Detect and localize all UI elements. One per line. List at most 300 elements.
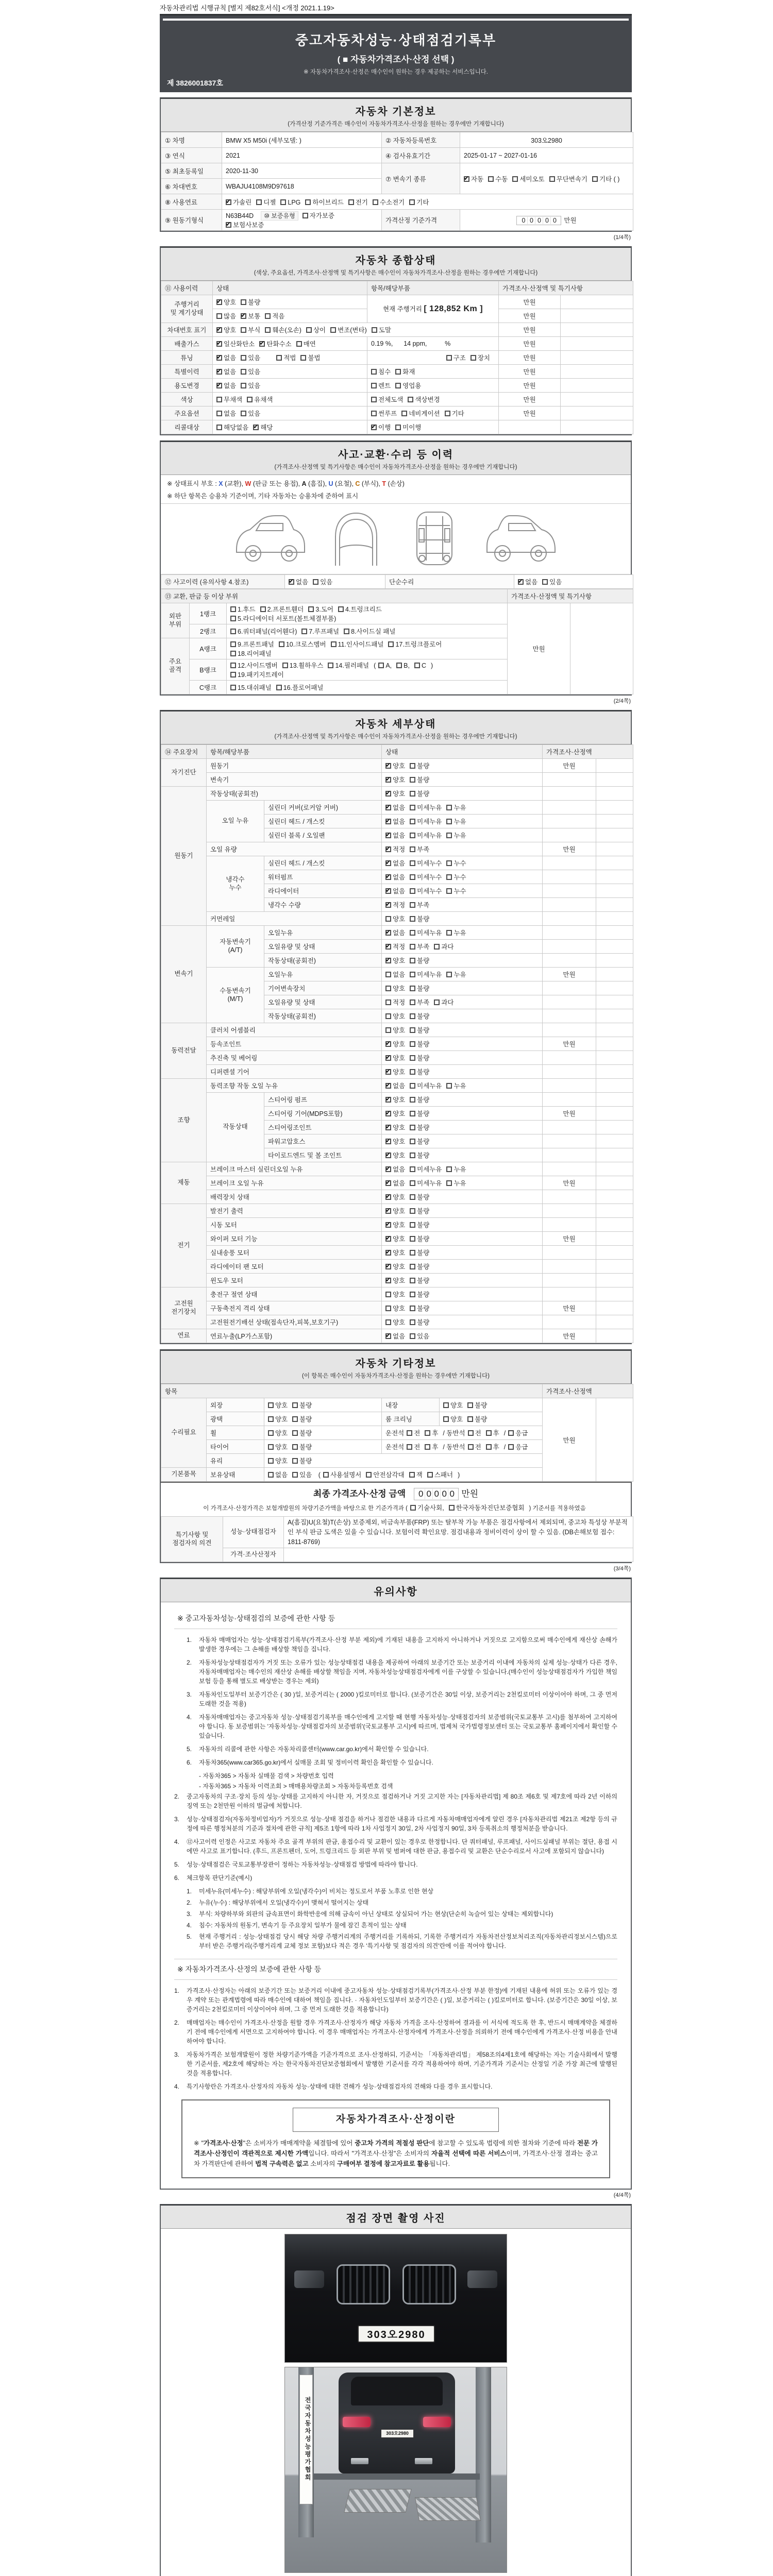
check-option [265,311,284,320]
check-option [385,914,405,923]
option-label: 불량 [417,762,430,770]
option-label: 자동 [471,175,484,183]
notice-item-text: 미세누유(미세누수) : 해당부위에 오일(냉각수)이 비치는 정도로서 부품 노후로 인한 현상 [199,1888,434,1895]
table-cell [596,1093,633,1107]
table-cell [264,1398,382,1412]
status-code: A (흠집) [301,480,325,487]
table-cell [213,393,367,406]
check-option [410,984,429,993]
notice-item-text: 부식: 차량하부와 외판의 금속표면이 화학반응에 의해 금속이 아닌 상태로 상실되어 가는 현상(단순히 녹슬어 있는 상태는 제외합니다) [199,1910,553,1918]
option-label: 응급 [515,1430,528,1437]
option-label: 미세누유 [417,929,442,937]
notice-item [187,1658,617,1686]
table-cell [367,379,499,393]
check-option [446,872,466,882]
check-option [508,1428,528,1437]
table-row [161,194,633,210]
inspector-opinion-table [161,1516,633,1562]
check-option [308,604,333,614]
check-option [549,174,587,183]
check-option [443,1400,463,1410]
bold-text: W [245,480,251,487]
option-label: 누유 [453,832,466,839]
final-price-basis [166,1503,626,1512]
checkbox-checked-icon [216,355,222,361]
option-label: 도말 [378,327,391,334]
checkbox-unchecked-icon [410,833,415,838]
table-cell [596,1301,633,1315]
basic-info-table [161,132,633,231]
check-option [385,1276,405,1285]
option-label: 무채색 [224,396,243,403]
table-cell [543,801,596,815]
option-label: 없음 [224,368,237,376]
check-option [241,367,260,376]
option-label: 양호 [393,1110,406,1117]
checkbox-unchecked-icon [410,1069,415,1075]
table-cell [543,773,596,787]
option-label: 불량 [417,1208,430,1215]
check-option [425,1428,438,1437]
option-label: 양호 [393,1055,406,1062]
table-cell: ⑪ 사용이력 [161,281,213,295]
table-cell: 연료 [161,1329,207,1343]
check-option [410,970,442,979]
table-row [161,1274,633,1287]
emission-values: 0.19 %, 14 ppm, % [371,340,451,347]
table-cell [596,1204,633,1218]
table-cell: 와이퍼 모터 기능 [207,1232,382,1246]
option-label: 잭 [416,1471,423,1479]
table-cell [213,379,367,393]
option-label: 누유 [453,1166,466,1173]
checkbox-unchecked-icon [410,888,415,894]
notice-item-text: 가격조사·산정자는 아래의 보증기간 또는 보증거리 이내에 중고자동차 성능·상태점검기록부(가격조사·산정 부분 한정)에 기재된 내용에 허위 또는 오류가 있는 경우 계약 또는 관계법령에 따라 매수인에 대하여 책임을 집니다. · 자동차인도일부터 보증기간은 ( )일, 보증거리는 ( )킬로미터로 합니다. (보증기간은 30일 이상, 보증거리는 2천킬로미터 이상이어야 하며, 그 중 먼저 도래한 것을 적용합니다) [187,1987,617,2013]
option-label: 누유 [453,804,466,811]
option-label: 18.리어패널 [238,650,272,657]
checkbox-unchecked-icon [230,629,236,634]
table-cell [285,575,385,589]
option-label: 불량 [417,1277,430,1284]
option-label: 침수 [378,368,391,376]
checkbox-checked-icon [385,1222,391,1228]
table-row [161,1301,633,1315]
table-cell [382,1176,543,1190]
checkbox-unchecked-icon [410,1208,415,1214]
notice-item [187,1744,617,1754]
checkbox-unchecked-icon [216,425,222,430]
table-cell: 작동상태(공회전) [207,787,382,801]
checkbox-unchecked-icon [385,972,391,977]
checkbox-unchecked-icon [268,1444,274,1450]
notice-item [174,2018,617,2046]
option-label: 사용설명서 [330,1471,362,1479]
option-label: 누수 [453,888,466,895]
accident-band [161,442,631,475]
checkbox-unchecked-icon [410,1278,415,1283]
inspector-opinion-wrap [161,1516,631,1562]
check-option [468,1442,481,1451]
table-cell: 고전원전기배선 상태(접속단자,피복,보호기구) [207,1315,382,1329]
check-option [303,211,334,220]
check-option [410,1067,429,1076]
license-plate: 303오2980 [358,2325,435,2343]
option-label: 불량 [475,1402,488,1409]
option-text: / [503,1444,506,1451]
option-label: 불량 [417,1291,430,1298]
table-cell [382,1440,543,1454]
check-option [305,197,343,207]
check-option [446,1081,466,1090]
bold-text: T [382,480,386,487]
association-banner: 전국자동차성능평가협회 [299,2375,313,2504]
table-cell [382,1218,543,1232]
check-option [276,683,324,692]
table-row [161,1065,633,1079]
option-label: 있음 [248,382,261,389]
checkbox-unchecked-icon [216,313,222,319]
table-cell [382,1190,543,1204]
notice-item-number: 3. [174,1816,180,1823]
table-cell: 등속조인트 [207,1037,382,1051]
checkbox-unchecked-icon [268,1458,274,1464]
option-text: 운전석 [385,1444,405,1451]
table-cell: 타이어 [207,1440,264,1454]
option-label: 자가보증 [309,212,334,219]
table-row [161,1517,633,1548]
check-option [371,395,403,404]
table-cell [596,1274,633,1287]
notice-subline: - 자동차365 > 자동차 실매물 검색 > 차량번호 입력 [199,1772,334,1780]
text-span: 0 0 0 0 0 만원 [414,1489,478,1499]
table-cell [382,968,543,981]
option-label: 16.플로어패널 [283,684,324,691]
table-cell [561,420,633,434]
option-label: 없음 [393,860,406,867]
option-label: 1.후드 [238,606,256,613]
table-row [161,968,633,981]
check-option [385,1290,405,1299]
check-option [385,886,405,895]
table-cell [596,1121,633,1134]
notice-item-number: 3. [187,1691,192,1699]
checkbox-checked-icon [216,369,222,375]
panel-repair-table [161,589,633,694]
checkbox-checked-icon [385,860,391,866]
option-label: 적정 [393,902,406,909]
option-label: 미세누유 [417,1180,442,1187]
option-text: 이 가격조사·산정가격은 보험개발원의 차량기준가액을 바탕으로 한 기준가격과 ( [203,1505,408,1512]
option-label: 응급 [515,1444,528,1451]
table-cell [543,856,596,870]
table-row [161,148,633,163]
table-row [161,575,633,589]
checkbox-unchecked-icon [410,1125,415,1130]
table-row [161,801,633,815]
check-option [230,626,297,636]
option-label: 양호 [393,1249,406,1257]
svg-path [256,523,283,531]
check-option [446,970,466,979]
table-cell: 가격산정 기준가격 [382,210,460,231]
option-label: 불량 [417,1096,430,1104]
table-cell: 용도변경 [161,379,213,393]
svg-path [237,516,305,552]
checkbox-unchecked-icon [434,999,440,1005]
check-option [409,197,429,207]
option-label: 불량 [417,790,430,798]
check-option [331,639,384,649]
table-cell [596,856,633,870]
table-cell [367,351,499,365]
report-service-note: ※ 자동차가격조사·산정은 매수인이 원하는 경우 제공하는 서비스입니다. [304,69,488,75]
checkbox-unchecked-icon [410,819,415,824]
table-row [161,603,633,624]
car-diagram-underbody [404,508,465,569]
check-option [407,1428,420,1437]
notice-item-number: 3. [174,2051,180,2059]
table-cell: ⑧ 사용연료 [161,194,222,210]
checkbox-unchecked-icon [410,1333,415,1339]
check-option [410,1503,444,1512]
option-label: 장치 [477,354,490,362]
text-span: 0 [543,217,550,224]
table-cell: 원동기 [161,787,207,926]
table-cell [561,365,633,379]
checkbox-checked-icon [241,313,246,319]
option-label: 미이행 [402,424,422,431]
table-row [161,1232,633,1246]
check-option [410,1178,442,1188]
option-label: 가솔린 [233,198,252,206]
option-label: 없음 [393,888,406,895]
table-row [161,1204,633,1218]
table-row [161,323,633,337]
table-cell [382,1037,543,1051]
table-cell [596,1329,633,1343]
checkbox-unchecked-icon [488,176,494,182]
table-cell: 수리필요 [161,1398,207,1468]
check-option [434,997,453,1007]
checkbox-unchecked-icon [410,1264,415,1269]
table-cell [561,379,633,393]
checkbox-unchecked-icon [414,663,420,668]
notice-item-number: 4. [174,1838,180,1846]
table-row [161,773,633,787]
option-label: 양호 [393,1138,406,1145]
option-label: 누수 [453,874,466,881]
notice-item-text: 성능·상태점검자(자동차정비업자)가 거짓으로 성능·상태 점검을 하거나 점검한 내용과 다르게 자동차매매업자에게 알린 경우 [자동차관리법 제21조 제2항 등의 규정에 따른 행정처분의 기준과 절차에 관한 규칙] 제5조 1항에 따라 1차 사업정지 30일, 2차 사업정지 90일, 3차 등록취소의 행정처분을 받습니다. [187,1816,617,1833]
notice-subline: - 자동차365 > 자동차 이력조회 > 매매용차량조회 > 자동차등록번호 검색 [199,1783,393,1790]
section-inspection-photos [160,2204,632,2576]
table-cell: 만원 [543,759,596,773]
checkbox-unchecked-icon [446,1166,452,1172]
section-notice [160,1578,632,2190]
notice-item [187,1898,617,1907]
check-option [410,900,429,909]
option-label: 적정 [393,846,406,853]
notice-item-text: 매매업자는 매수인이 가격조사·산정을 원할 경우 가격조사·산정자가 해당 자동차 가격을 조사·산정하여 결과를 이 서식에 적도록 한 후, 반드시 매매계약을 체결하기 전에 매수인에게 서면으로 고지하여야 합니다. 이 경우 매매업자는 가격조사·산정자에게 가격조사·산정을 의뢰하기 전에 매수인에게 가격조사·산정 비용을 안내하여야 합니다. [187,2019,617,2045]
option-label: 19.패키지트레이 [238,671,284,679]
option-label: 없음 [224,410,237,417]
check-option [446,353,466,362]
option-label: 화재 [402,368,415,376]
table-row [161,856,633,870]
check-option [385,984,405,993]
table-cell: 색상 [161,393,213,406]
checkbox-unchecked-icon [410,916,415,922]
option-label: 영업용 [402,382,422,389]
table-row [161,1246,633,1260]
section-etc-info [160,1349,632,1563]
table-cell [596,995,633,1009]
table-cell: 303오2980 [460,132,633,148]
table-cell [382,898,543,912]
notice-item [187,1758,617,1767]
option-label: 양호 [393,1222,406,1229]
option-label: 유채색 [254,396,273,403]
table-cell [561,351,633,365]
table-cell: A랭크 [190,638,227,659]
notice-item-number: 5. [187,1933,192,1941]
checkbox-unchecked-icon [279,641,284,647]
accident-history-table [161,574,633,589]
basic-info-title: 자동차 기본정보 [355,106,436,117]
svg-circle [444,555,450,562]
option-label: 양호 [393,1027,406,1034]
checkbox-unchecked-icon [323,1472,329,1478]
price-info-box [181,2099,610,2178]
check-option [385,1067,405,1076]
table-cell [596,884,633,898]
table-cell: 튜닝 [161,351,213,365]
table-cell [596,1315,633,1329]
bold-text: 자율적 선택에 따른 서비스 [431,2149,507,2157]
checkbox-unchecked-icon [296,341,302,347]
check-option [446,831,466,840]
check-option [508,1442,528,1451]
table-cell: ④ 검사유효기간 [382,148,460,163]
check-option [410,1317,429,1327]
table-row [161,337,633,351]
option-label: 불량 [417,1263,430,1270]
table-cell: 항목/해당부품 [207,745,382,759]
check-option [279,639,326,649]
table-cell: 충전구 절연 상태 [207,1287,382,1301]
table-cell: ② 자동차등록번호 [382,132,460,148]
check-option [216,409,236,418]
table-cell [596,815,633,828]
check-option [371,409,397,418]
check-option [260,604,304,614]
checkbox-unchecked-icon [260,606,266,612]
notice-item-text: ⑫사고이력 인정은 사고로 자동차 주요 골격 부위의 판금, 용접수리 및 교환이 있는 경우로 한정합니다. 단 쿼터패널, 루프패널, 사이드실패널 부위는 절단, 용접 시에만 사고로 표기합니다. (후드, 프론트펜더, 도어, 트렁크리드 등 외판 부위 및 범퍼에 대한 판금, 용접수리 및 교환은 단순수리로서 사고에 포함되지 않습니다) [187,1838,617,1855]
table-cell [440,1398,543,1412]
passenger-car-note: ※ 하단 항목은 승용차 기준이며, 기타 자동차는 승용차에 준하여 표시 [167,493,359,500]
bold-text: 가격조사·산정 [204,2139,243,2147]
option-label: 후 [432,1430,439,1437]
accident-subtitle: (가격조사·산정액 및 특기사항은 매수인이 자동차가격조사·산정을 원하는 경우에만 기재합니다) [274,464,517,470]
table-cell [382,801,543,815]
notice-item [187,1713,617,1740]
option-label: 17.트렁크플로어 [395,641,442,648]
check-option [385,956,405,965]
option-label: 불량 [299,1416,312,1423]
check-option [385,1109,405,1118]
inspection-photo-front [284,2234,507,2363]
notice-item-text: 현재 주행거리 : 성능·상태점검 당시 해당 차량 주행거리계의 주행거리를 기록하되, 기록한 주행거리가 자동차전산정보처리조직(자동차관리정보시스템)으로부터 받은 주행거리(주행거리계 교체 정보 포함)보다 적은 경우 '특기사항 및 점검자의 의견'란에 이를 적어야 합니다. [199,1933,617,1950]
table-cell [543,870,596,884]
checkbox-unchecked-icon [385,1013,391,1019]
checkbox-unchecked-icon [425,1444,430,1450]
notice-item [187,1887,617,1896]
check-option [410,1262,429,1271]
checkbox-unchecked-icon [280,199,286,205]
checkbox-unchecked-icon [241,383,246,388]
table-cell [543,815,596,828]
table-row [161,1176,633,1190]
checkbox-checked-icon [385,1166,391,1172]
table-cell: 1랭크 [190,603,227,624]
check-option [409,1470,423,1479]
table-cell [382,1274,543,1287]
table-cell [382,787,543,801]
checkbox-unchecked-icon [410,1041,415,1047]
text-span: 0 [550,217,558,224]
option-label: 불량 [417,1069,430,1076]
notice-item [187,1635,617,1654]
page-marker-3: (3/4쪽) [613,1566,631,1572]
option-label: 8.사이드실 패널 [351,628,396,635]
check-option [216,381,236,390]
headlight-left [294,2270,324,2288]
checkbox-checked-icon [216,341,222,347]
table-cell: 만원 [499,393,561,406]
checkbox-unchecked-icon [407,1430,412,1436]
check-option [468,1428,481,1437]
table-cell [382,856,543,870]
table-cell [543,1065,596,1079]
checkbox-unchecked-icon [410,1319,415,1325]
option-label: A, [385,662,392,669]
table-cell [543,1218,596,1232]
table-cell [382,815,543,828]
checkbox-unchecked-icon [388,641,394,647]
text-span: 0 [448,1489,456,1499]
check-option [313,577,332,586]
check-option [395,367,415,376]
option-label: 렌트 [378,382,391,389]
checkbox-unchecked-icon [410,1097,415,1103]
option-label: 양호 [393,1013,406,1020]
checkbox-unchecked-icon [330,327,336,333]
overall-subtitle: (색상, 주요옵션, 가격조사·산정액 및 특기사항은 매수인이 자동차가격조사·산정을 원하는 경우에만 기재합니다) [254,270,538,276]
check-option [385,997,405,1007]
car-rear-window [351,2377,443,2405]
check-option [410,831,442,840]
checkbox-unchecked-icon [308,606,314,612]
check-option [323,1470,361,1479]
svg-circle [286,550,292,556]
table-cell: 가격조사·산정액 및 특기사항 [508,589,633,603]
notice-item-number: 4. [187,1714,192,1721]
table-cell [367,337,499,351]
checkbox-unchecked-icon [241,299,246,305]
table-cell: 동력조향 작동 오일 누유 [207,1079,382,1093]
option-text: / 동반석 [443,1444,465,1451]
check-option [289,577,308,586]
option-label: 없음 [393,971,406,978]
